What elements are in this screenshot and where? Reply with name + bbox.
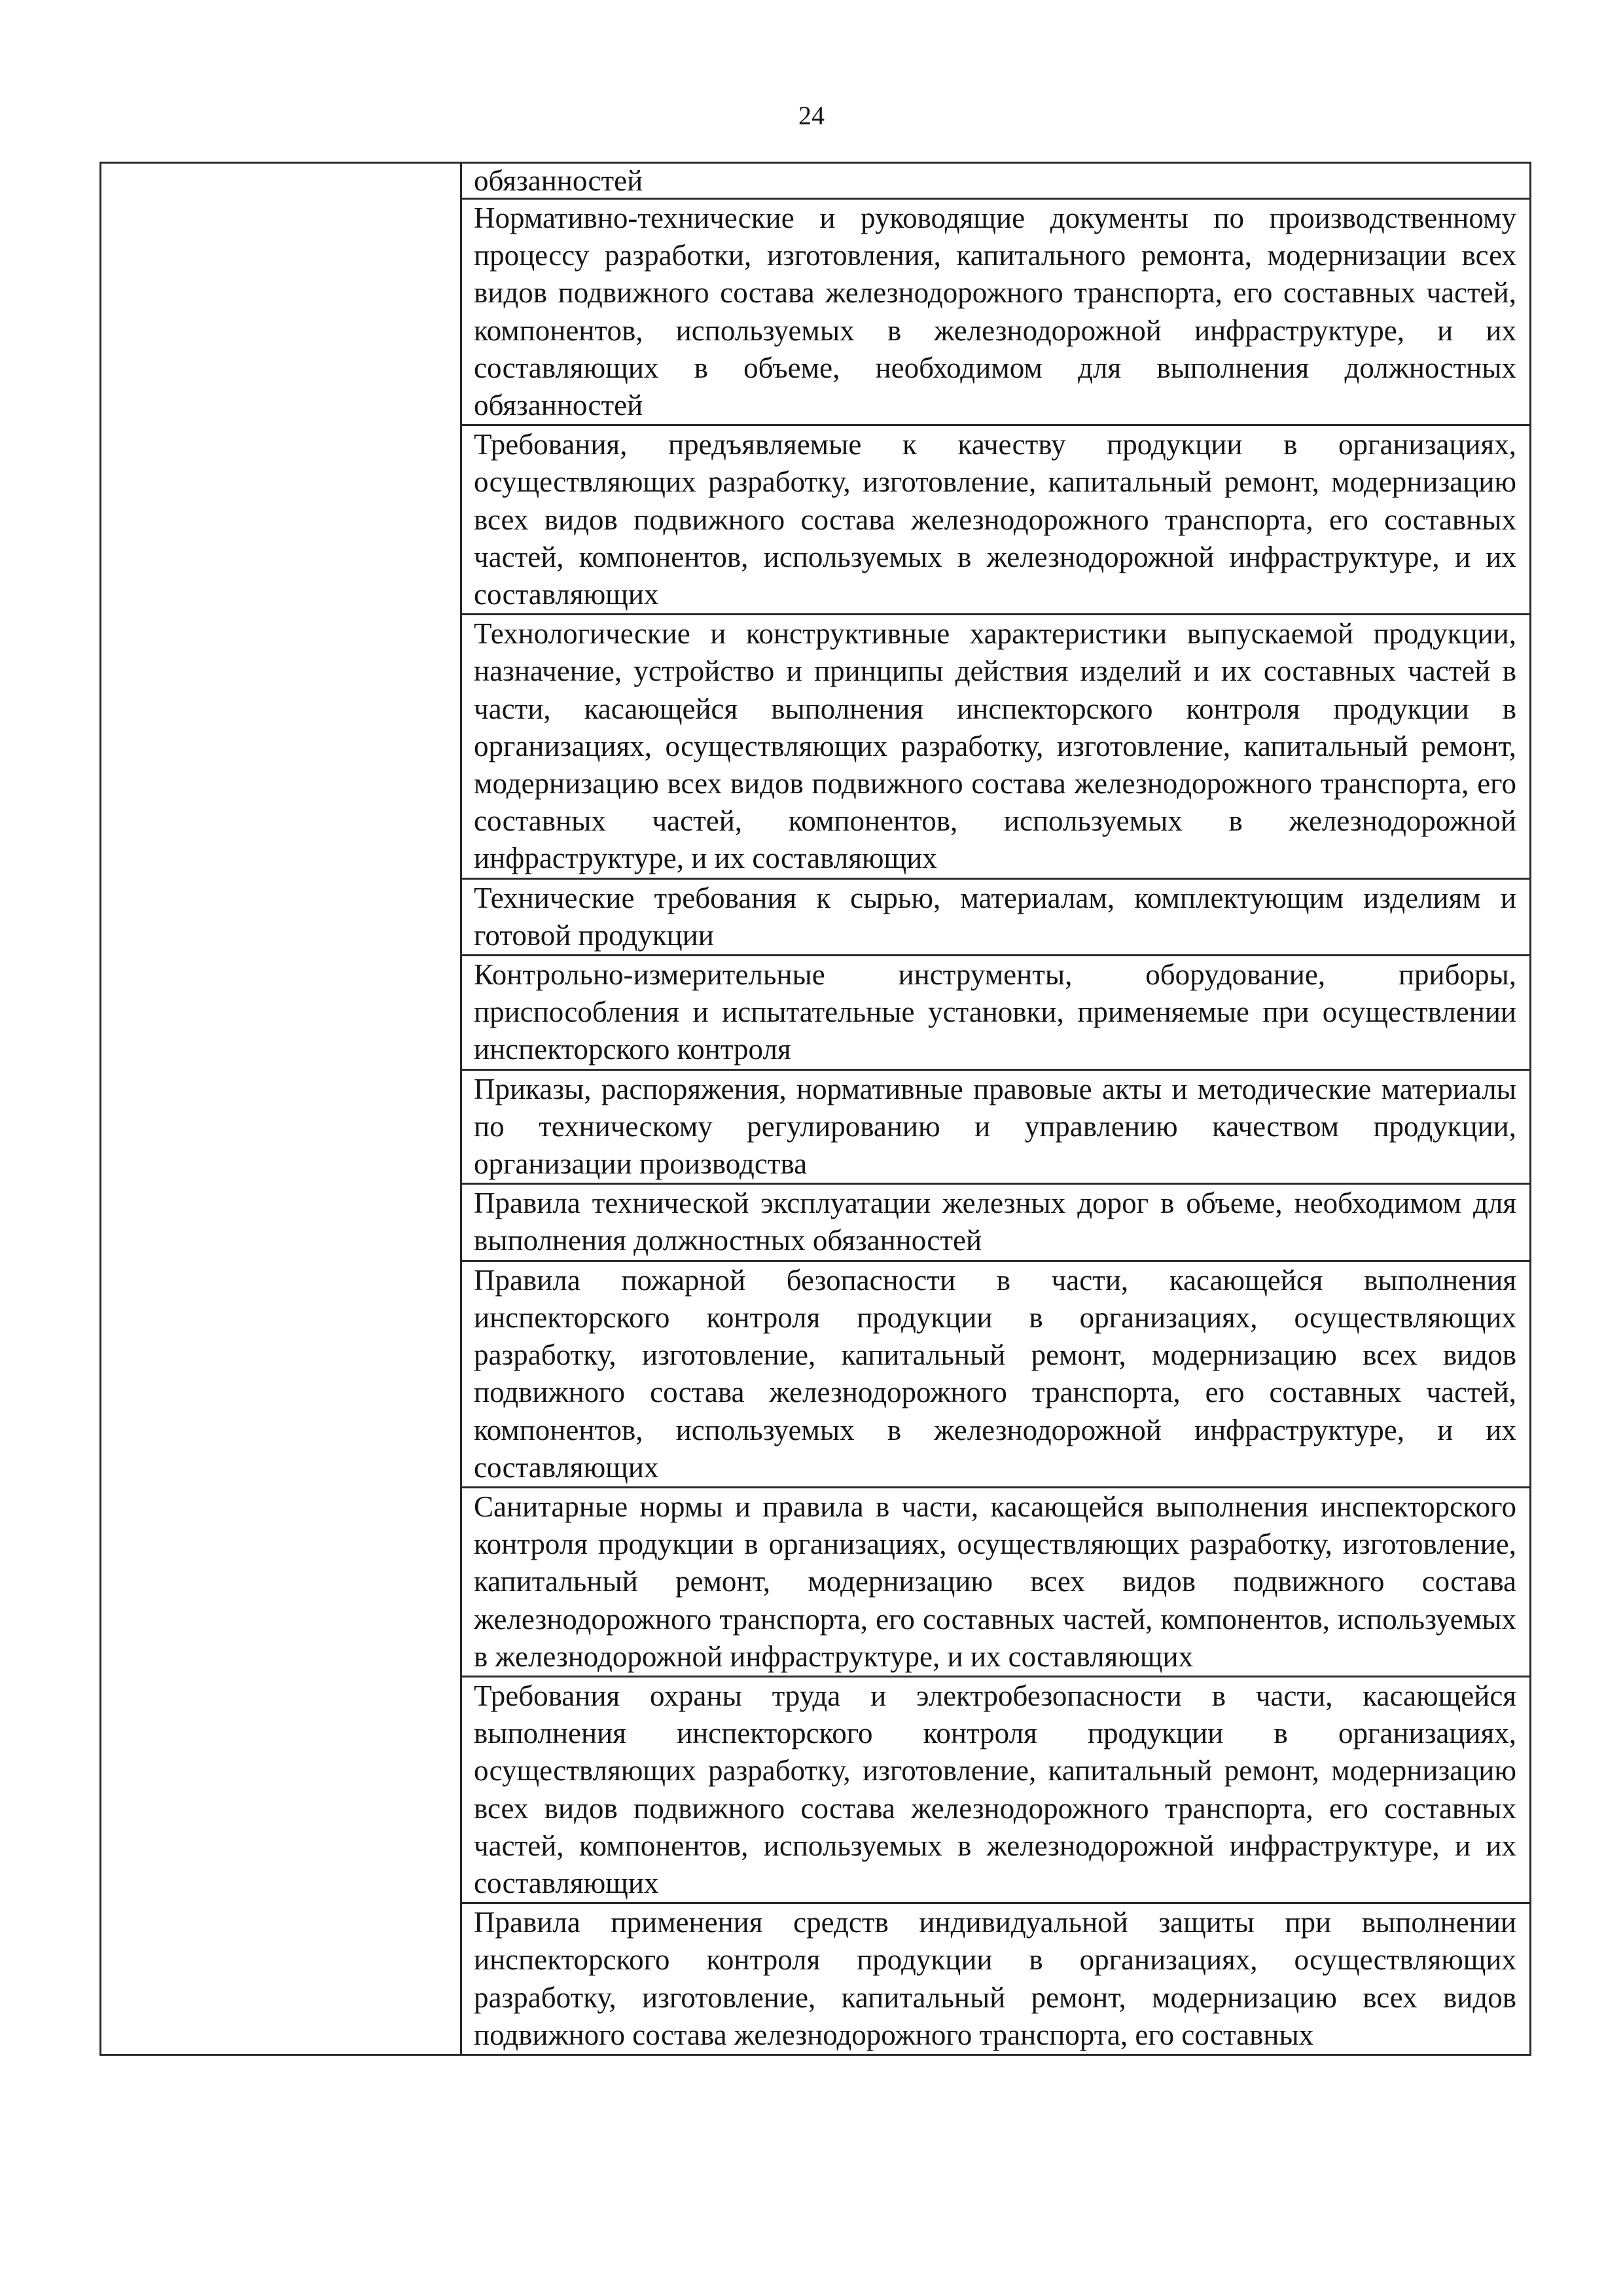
table-left-column-cell xyxy=(101,163,461,2055)
table-cell-text: Правила пожарной безопасности в части, касающейся выполнения инспекторского контроля продукции в организациях, осуществляющих разработку, изготовление, капитальный ремонт, модернизацию всех видов подвижного состава железнодорожного транспорта, его составных частей, компонентов, используемых в железнодорожной инфраструктуре, и их составляющих xyxy=(474,1263,1516,1484)
table-cell xyxy=(461,1903,1531,2055)
requirements-table xyxy=(99,162,1531,2056)
table-cell-text: Правила технической эксплуатации железных дорог в объеме, необходимом для выполнения должностных обязанностей xyxy=(474,1187,1516,1257)
table-cell-text: Правила применения средств индивидуальной защиты при выполнении инспекторского контроля продукции в организациях, осуществляющих разработку, изготовление, капитальный ремонт, модернизацию всех видов подвижного состава железнодорожного транспорта, его составных xyxy=(474,1906,1516,2051)
table-cell-text: обязанностей xyxy=(474,164,643,197)
table-cell-text: Контрольно-измерительные инструменты, оборудование, приборы, приспособления и испытательные установки, применяемые при осуществлении инспекторского контроля xyxy=(474,958,1516,1066)
table-cell-text: Требования охраны труда и электробезопасности в части, касающейся выполнения инспекторского контроля продукции в организациях, осуществляющих разработку, изготовление, капитальный ремонт, модернизацию всех видов подвижного состава железнодорожного транспорта, его составных частей, компонентов, используемых в железнодорожной инфраструктуре, и их составляющих xyxy=(474,1679,1516,1899)
page-number: 24 xyxy=(798,101,825,130)
table-row xyxy=(101,163,1531,199)
table-cell-text: Санитарные нормы и правила в части, касающейся выполнения инспекторского контроля продукции в организациях, осуществляющих разработку, изготовление, капитальный ремонт, модернизацию всех видов подвижного состава железнодорожного транспорта, его составных частей, компонентов, используемых в железнодорожной инфраструктуре, и их составляющих xyxy=(474,1490,1516,1673)
table-cell xyxy=(461,1261,1531,1487)
table-cell xyxy=(461,199,1531,425)
table-cell xyxy=(461,1184,1531,1261)
table-cell xyxy=(461,956,1531,1070)
table-cell xyxy=(461,615,1531,878)
table-cell xyxy=(461,163,1531,199)
table-cell xyxy=(461,1487,1531,1676)
table-cell xyxy=(461,1069,1531,1184)
table-cell-text: Требования, предъявляемые к качеству продукции в организациях, осуществляющих разработку, изготовление, капитальный ремонт, модернизацию всех видов подвижного состава железнодорожного транспорта, его составных частей, компонентов, используемых в железнодорожной инфраструктуре, и их составляющих xyxy=(474,428,1516,611)
table-cell-text: Технические требования к сырью, материалам, комплектующим изделиям и готовой продукции xyxy=(474,881,1516,952)
table-cell xyxy=(461,425,1531,615)
table-cell-text: Технологические и конструктивные характеристики выпускаемой продукции, назначение, устройство и принципы действия изделий и их составных частей в части, касающейся выполнения инспекторского контроля продукции в организациях, осуществляющих разработку, изготовление, капитальный ремонт, модернизацию всех видов подвижного состава железнодорожного транспорта, его составных частей, компонентов, используемых в железнодорожной инфраструктуре, и их составляющих xyxy=(474,617,1516,875)
table-cell-text: Приказы, распоряжения, нормативные правовые акты и методические материалы по техническому регулированию и управлению качеством продукции, организации производства xyxy=(474,1072,1516,1181)
table-cell xyxy=(461,1676,1531,1903)
table-cell xyxy=(461,878,1531,955)
table-cell-text: Нормативно-технические и руководящие документы по производственному процессу разработки, изготовления, капитального ремонта, модернизации всех видов подвижного состава железнодорожного транспорта, его составных частей, компонентов, используемых в железнодорожной инфраструктуре, и их составляющих в объеме, необходимом для выполнения должностных обязанностей xyxy=(474,202,1516,422)
